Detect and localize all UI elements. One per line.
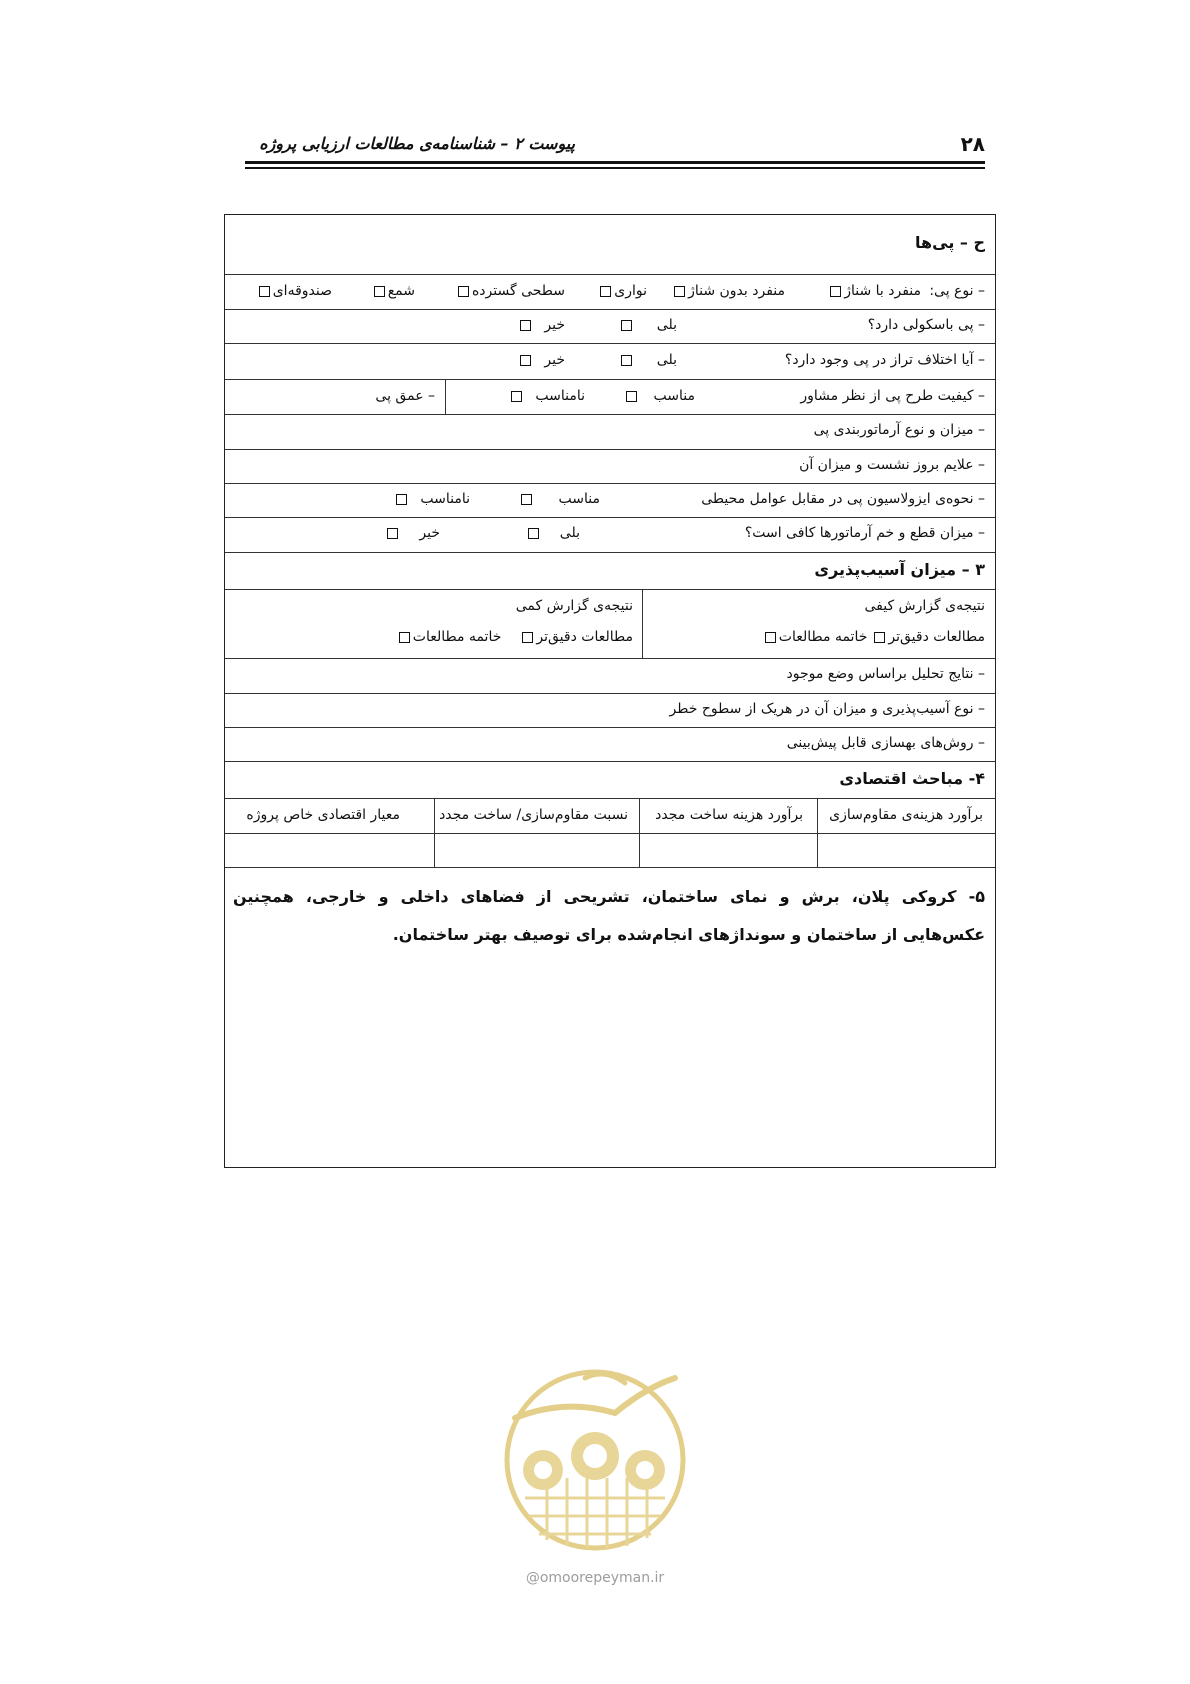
- retrofit-label: – روش‌های بهسازی قابل پیش‌بینی: [786, 735, 985, 751]
- checkbox[interactable]: [387, 528, 398, 539]
- rebar-label: – میزان قطع و خم آرماتورها کافی است؟: [744, 525, 985, 541]
- cell-divider: [817, 799, 818, 833]
- checkbox[interactable]: [621, 320, 632, 331]
- checkbox[interactable]: [458, 286, 469, 297]
- insulation-row: [225, 484, 995, 518]
- option-mat[interactable]: [455, 283, 565, 299]
- option-label: مطالعات دقیق‌تر: [536, 629, 633, 645]
- bad-label: نامناسب: [420, 491, 470, 507]
- cell-divider: [434, 834, 435, 867]
- option-label: شمع: [387, 283, 415, 299]
- checkbox[interactable]: [600, 286, 611, 297]
- checkbox[interactable]: [521, 494, 532, 505]
- report-results-row: [225, 590, 995, 659]
- cell-divider: [642, 590, 643, 658]
- checkbox[interactable]: [621, 355, 632, 366]
- retrofit-row: [225, 728, 995, 762]
- checkbox[interactable]: [674, 286, 685, 297]
- level-diff-yes[interactable]: [618, 352, 677, 368]
- cell-divider: [639, 834, 640, 867]
- no-label: خیر: [419, 525, 440, 541]
- design-quality-good[interactable]: [623, 388, 695, 404]
- rebar-row: [225, 518, 995, 553]
- checkbox[interactable]: [374, 286, 385, 297]
- level-diff-row: [225, 344, 995, 380]
- reinforcement-label: – میزان و نوع آرماتوربندی پی: [813, 422, 985, 438]
- page-number: ۲۸: [960, 132, 985, 156]
- level-diff-no[interactable]: [517, 352, 565, 368]
- level-diff-label: – آیا اختلاف تراز در پی وجود دارد؟: [784, 352, 985, 368]
- yes-label: بلی: [559, 525, 580, 541]
- section-3-header: [225, 553, 995, 590]
- option-label: صندوقه‌ای: [272, 283, 332, 299]
- vuln-type-row: [225, 694, 995, 728]
- no-label: خیر: [544, 352, 565, 368]
- watermark-logo: [495, 1358, 695, 1593]
- option-label: منفرد با شناژ: [844, 283, 921, 299]
- foundation-form: [224, 214, 996, 1168]
- option-strip[interactable]: [597, 283, 647, 299]
- section-5-area: [225, 868, 995, 1168]
- section-3-title: ۳ – میزان آسیب‌پذیری: [814, 560, 985, 579]
- vuln-type-label: – نوع آسیب‌پذیری و میزان آن در هریک از سطوح خطر: [669, 701, 985, 717]
- insulation-bad[interactable]: [393, 491, 470, 507]
- checkbox[interactable]: [626, 391, 637, 402]
- good-label: مناسب: [653, 388, 695, 404]
- option-isolated-tied[interactable]: [827, 283, 921, 299]
- foundation-type-label: – نوع پی:: [929, 283, 985, 299]
- checkbox[interactable]: [765, 632, 776, 643]
- section-4-header: [225, 762, 995, 799]
- option-caisson[interactable]: [256, 283, 332, 299]
- checkbox[interactable]: [520, 320, 531, 331]
- economic-col-header: نسبت مقاوم‌سازی/ ساخت مجدد: [439, 807, 628, 823]
- depth-label: – عمق پی: [375, 388, 435, 404]
- reinforcement-row: [225, 415, 995, 450]
- bascule-no[interactable]: [517, 317, 565, 333]
- checkbox[interactable]: [528, 528, 539, 539]
- insulation-good[interactable]: [518, 491, 600, 507]
- seal-icon: [495, 1358, 695, 1563]
- yes-label: بلی: [656, 317, 677, 333]
- rebar-yes[interactable]: [525, 525, 580, 541]
- economic-col-header: برآورد هزینه ساخت مجدد: [655, 807, 803, 823]
- checkbox[interactable]: [511, 391, 522, 402]
- section-5-title: ۵- کروکی پلان، برش و نمای ساختمان، تشریحی از فضاهای داخلی و خارجی، همچنین عکس‌هایی از ساختمان و سونداژهای انجام‌شده برای توصیف بهتر ساختمان.: [233, 887, 985, 944]
- insulation-label: – نحوه‌ی ایزولاسیون پی در مقابل عوامل محیطی: [701, 491, 985, 507]
- cell-divider: [434, 799, 435, 833]
- design-quality-bad[interactable]: [508, 388, 585, 404]
- checkbox[interactable]: [874, 632, 885, 643]
- economic-col-header: برآورد هزینه‌ی مقاوم‌سازی: [829, 807, 983, 823]
- section-h-header: [225, 215, 995, 275]
- checkbox[interactable]: [830, 286, 841, 297]
- qualitative-options: [762, 629, 985, 645]
- qualitative-label: نتیجه‌ی گزارش کیفی: [864, 598, 985, 614]
- rebar-no[interactable]: [384, 525, 440, 541]
- good-label: مناسب: [558, 491, 600, 507]
- option-pile[interactable]: [371, 283, 415, 299]
- checkbox[interactable]: [522, 632, 533, 643]
- bascule-yes[interactable]: [618, 317, 677, 333]
- economic-header-row: [225, 799, 995, 834]
- running-title: پیوست ۲ – شناسنامه‌ی مطالعات ارزیابی پروژه: [259, 134, 575, 153]
- option-label: خاتمه مطالعات: [778, 629, 868, 645]
- option-label: سطحی گسترده: [471, 283, 565, 299]
- no-label: خیر: [544, 317, 565, 333]
- option-label: نواری: [614, 283, 647, 299]
- checkbox[interactable]: [399, 632, 410, 643]
- cell-divider: [639, 799, 640, 833]
- quantitative-options: [396, 629, 633, 645]
- design-quality-label: – کیفیت طرح پی از نظر مشاور: [800, 388, 985, 404]
- header-rule: [245, 161, 985, 164]
- settlement-row: [225, 450, 995, 484]
- cell-divider: [817, 834, 818, 867]
- yes-label: بلی: [656, 352, 677, 368]
- economic-value-row: [225, 834, 995, 868]
- checkbox[interactable]: [396, 494, 407, 505]
- analysis-row: [225, 659, 995, 694]
- analysis-label: – نتایج تحلیل براساس وضع موجود: [786, 666, 985, 682]
- option-label: منفرد بدون شناژ: [688, 283, 785, 299]
- economic-col-header: معیار اقتصادی خاص پروژه: [246, 807, 400, 823]
- checkbox[interactable]: [259, 286, 270, 297]
- cell-divider: [445, 380, 446, 414]
- page-header: [245, 128, 985, 172]
- checkbox[interactable]: [520, 355, 531, 366]
- bascule-row: [225, 310, 995, 344]
- option-label: خاتمه مطالعات: [412, 629, 502, 645]
- settlement-label: – علایم بروز نشست و میزان آن: [799, 457, 985, 473]
- section-4-title: ۴- مباحث اقتصادی: [839, 769, 985, 788]
- option-isolated-untied[interactable]: [671, 283, 785, 299]
- bad-label: نامناسب: [535, 388, 585, 404]
- site-url: @omoorepeyman.ir: [525, 1570, 665, 1586]
- design-quality-row: [225, 380, 995, 415]
- option-label: مطالعات دقیق‌تر: [888, 629, 985, 645]
- header-rule-thin: [245, 167, 985, 169]
- section-h-title: ح – پی‌ها: [915, 233, 985, 252]
- bascule-label: – پی باسکولی دارد؟: [867, 317, 985, 333]
- quantitative-label: نتیجه‌ی گزارش کمی: [515, 598, 633, 614]
- foundation-type-row: [225, 275, 995, 310]
